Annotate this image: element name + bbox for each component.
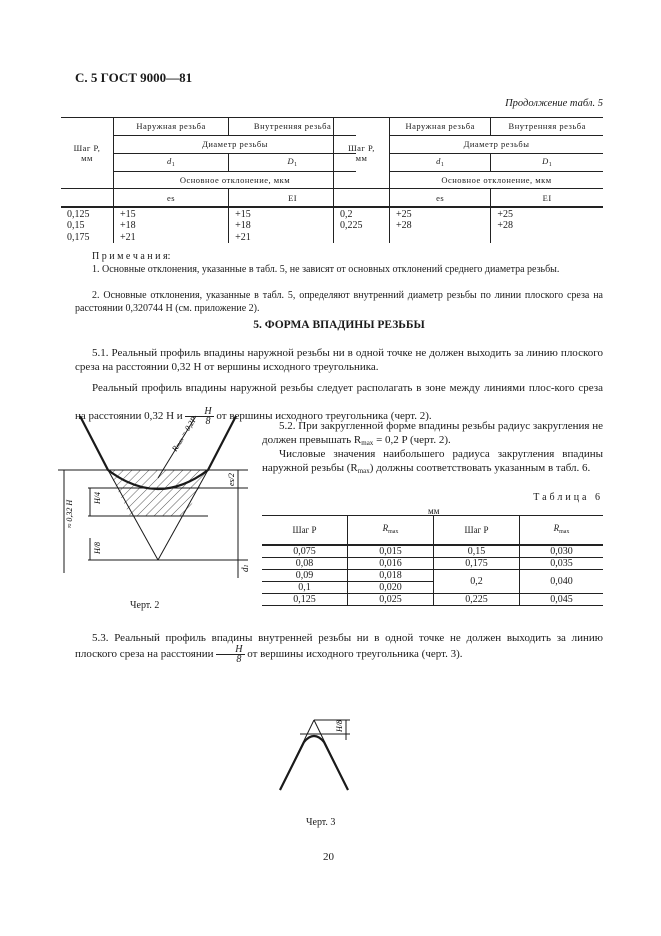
table-row — [334, 207, 604, 220]
table-row — [61, 207, 356, 220]
D1-sub: 1 — [294, 162, 298, 169]
label-2: 2 — [227, 473, 236, 478]
label-032: ≈ 0,32 H — [65, 499, 74, 528]
p53-text: 5.3. Реальный профиль впадины внутренней резьбы ни в одной точке не должен выходить за линию плоского среза на расстоянии — [75, 632, 603, 661]
internal-header: Внутренняя резьба — [229, 118, 356, 136]
p52b-tail: ) должны соответствовать указанным в табл. 6. — [369, 462, 591, 474]
paragraph-5-2 — [262, 419, 603, 450]
fig3-profile — [280, 736, 348, 790]
es-cell: +21 — [114, 231, 229, 243]
label-d-sub: 1 — [244, 564, 250, 568]
cell: 0,125 — [262, 594, 348, 606]
table6-unit: мм — [428, 506, 440, 516]
diameter-header: Диаметр резьбы — [114, 135, 357, 153]
EI-cell: +18 — [229, 220, 356, 232]
pitch-cell: 0,125 — [67, 208, 90, 220]
table-continuation-label: Продолжение табл. 5 — [505, 98, 603, 109]
D1-symbol: D — [542, 156, 549, 167]
notes-title — [75, 250, 603, 263]
frac-den: 8 — [205, 415, 211, 427]
d1-symbol: d — [436, 156, 441, 167]
label-H-4: H/4 — [93, 491, 102, 504]
table-row — [262, 570, 603, 582]
fig3-label-h8: H/8 — [335, 719, 344, 732]
p51b-tail: от вершины исходного треугольника (черт. 2). — [216, 410, 432, 422]
table-row — [61, 220, 356, 232]
EI-cell: +21 — [229, 231, 356, 243]
deviation-header: Основное отклонение, мкм — [114, 171, 357, 189]
label-d1 — [240, 565, 250, 573]
d1-sub: 1 — [171, 162, 176, 169]
cell: 0,2 — [434, 570, 520, 594]
deviation-header: Основное отклонение, мкм — [390, 171, 604, 189]
p51b-text: Реальный профиль впадины наружной резьбы следует располагать в зоне между линиями плос-кого среза на расстоянии 0,32 H и — [75, 382, 603, 422]
cell: 0,020 — [348, 582, 434, 594]
p52b-text: Числовые значения наибольшего радиуса закругления впадины наружной резьбы (R — [262, 448, 603, 474]
label-H: H — [335, 726, 344, 732]
p52-tail: = 0,2 P (черт. 2). — [373, 434, 451, 446]
t6-pitch-header: Шаг P — [262, 516, 348, 546]
note-1: 1. Основные отклонения, указанные в табл. 5, не зависят от основных отклонений среднего диаметра резьбы. — [92, 264, 560, 275]
cell: 0,018 — [348, 570, 434, 582]
EI-cell: +15 — [229, 207, 356, 220]
t6-pitch-header-2: Шаг P — [434, 516, 520, 546]
paragraph-5-3-line1 — [75, 631, 603, 664]
EI-cell: +28 — [491, 220, 603, 232]
table-row — [334, 231, 604, 243]
pitch-header — [334, 118, 390, 189]
internal-header: Внутренняя резьба — [491, 118, 603, 136]
figure-3-caption: Черт. 3 — [306, 817, 336, 828]
paragraph-5-1: 5.1. Реальный профиль впадины наружной резьбы ни в одной точке не должен выходить за линию плоского среза на расстоянии 0,32 H от вершины исходного треугольника. — [75, 347, 603, 373]
label-rmax — [170, 415, 199, 454]
label-H-8: H/8 — [93, 541, 102, 554]
blank-cell — [61, 189, 114, 207]
label-r-tail: = 0,2P — [177, 415, 199, 441]
fraction-h8-2 — [216, 645, 244, 664]
cell: 0,045 — [520, 594, 604, 606]
es-cell: +15 — [114, 207, 229, 220]
page-number: 20 — [323, 851, 334, 863]
p52-sub: max — [361, 439, 374, 447]
pitch-cell: 0,15 — [67, 220, 85, 232]
table-row — [262, 545, 603, 558]
label-d: d — [240, 567, 250, 572]
p53-tail: от вершины исходного треугольника (черт. 3). — [247, 648, 463, 661]
cell: 0,08 — [262, 558, 348, 570]
d1-header — [390, 153, 491, 171]
label-8: 8 — [93, 541, 102, 546]
label-es-2: es/2 — [227, 473, 236, 486]
label-H: H — [93, 498, 102, 504]
EI-header: EI — [229, 189, 356, 207]
label-r: R — [170, 444, 181, 454]
pitch-label: Шаг P, — [73, 143, 101, 154]
p52-text: 5.2. При закругленной форме впадины резьбы радиус закругления не должен превышать R — [262, 420, 603, 446]
paragraph-5-2b — [262, 447, 603, 478]
es-cell: +28 — [390, 220, 491, 232]
cell: 0,1 — [262, 582, 348, 594]
r-sub: max — [559, 528, 570, 535]
p52b-sub: max — [357, 467, 370, 475]
table6 — [262, 515, 603, 606]
cell: 0,09 — [262, 570, 348, 582]
table5-left — [61, 117, 356, 243]
t6-r-header-2 — [520, 516, 604, 546]
table6-caption: Таблица 6 — [533, 492, 603, 503]
d1-sub: 1 — [440, 162, 445, 169]
frac-den: 8 — [236, 654, 242, 665]
cell: 0,025 — [348, 594, 434, 606]
label-es: es — [227, 479, 236, 486]
es-cell: +18 — [114, 220, 229, 232]
table5-right — [333, 117, 603, 243]
es-header: es — [114, 189, 229, 207]
cell: 0,225 — [434, 594, 520, 606]
cell: 0,030 — [520, 545, 604, 558]
figure-2 — [58, 408, 258, 598]
frac-num: H — [185, 407, 213, 417]
pitch-label: Шаг P, — [348, 143, 375, 154]
external-header: Наружная резьба — [114, 118, 229, 136]
figure-3 — [270, 710, 380, 800]
D1-header — [491, 153, 603, 171]
label-H: H — [93, 548, 102, 554]
figure-2-caption: Черт. 2 — [130, 600, 160, 611]
cell: 0,035 — [520, 558, 604, 570]
page-header: С. 5 ГОСТ 9000—81 — [75, 70, 193, 85]
label-r-sub: max — [175, 437, 186, 449]
pitch-cell: 0,225 — [334, 220, 390, 232]
cell: 0,016 — [348, 558, 434, 570]
cell: 0,15 — [434, 545, 520, 558]
notes-title-text: П р и м е ч а н и я: — [92, 251, 171, 262]
es-cell: +25 — [390, 207, 491, 220]
cell: 0,175 — [434, 558, 520, 570]
label-4: 4 — [93, 491, 102, 496]
pitch-unit: мм — [81, 153, 93, 164]
blank-cell — [334, 189, 390, 207]
pitch-cell: 0,2 — [334, 207, 390, 220]
r-symbol: R — [553, 522, 560, 533]
r-symbol: R — [382, 522, 389, 533]
cell: 0,040 — [520, 570, 604, 594]
EI-cell: +25 — [491, 207, 603, 220]
pitch-header — [61, 118, 114, 189]
cell: 0,015 — [348, 545, 434, 558]
d1-header — [114, 153, 229, 171]
r-sub: max — [388, 528, 399, 535]
t6-r-header — [348, 516, 434, 546]
section-title: 5. ФОРМА ВПАДИНЫ РЕЗЬБЫ — [253, 319, 425, 331]
D1-sub: 1 — [548, 162, 553, 169]
external-header: Наружная резьба — [390, 118, 491, 136]
pitch-cell: 0,175 — [67, 231, 90, 243]
pitch-unit: мм — [355, 153, 368, 164]
note-2: 2. Основные отклонения, указанные в табл. 5, определяют внутренний диаметр резьбы по линии плоского среза на расстоянии 0,320744 H (см. приложение 2). — [75, 290, 603, 314]
table-row — [262, 594, 603, 606]
d1-symbol: d — [166, 156, 172, 167]
label-8: 8 — [335, 719, 344, 724]
cell: 0,075 — [262, 545, 348, 558]
diameter-header: Диаметр резьбы — [390, 135, 604, 153]
table-row — [334, 220, 604, 232]
D1-symbol: D — [287, 156, 295, 167]
table-row — [61, 231, 356, 243]
es-header: es — [390, 189, 491, 207]
frac-num: H — [216, 645, 244, 655]
hatched-zone — [108, 470, 208, 516]
table-row — [262, 558, 603, 570]
EI-header: EI — [491, 189, 603, 207]
